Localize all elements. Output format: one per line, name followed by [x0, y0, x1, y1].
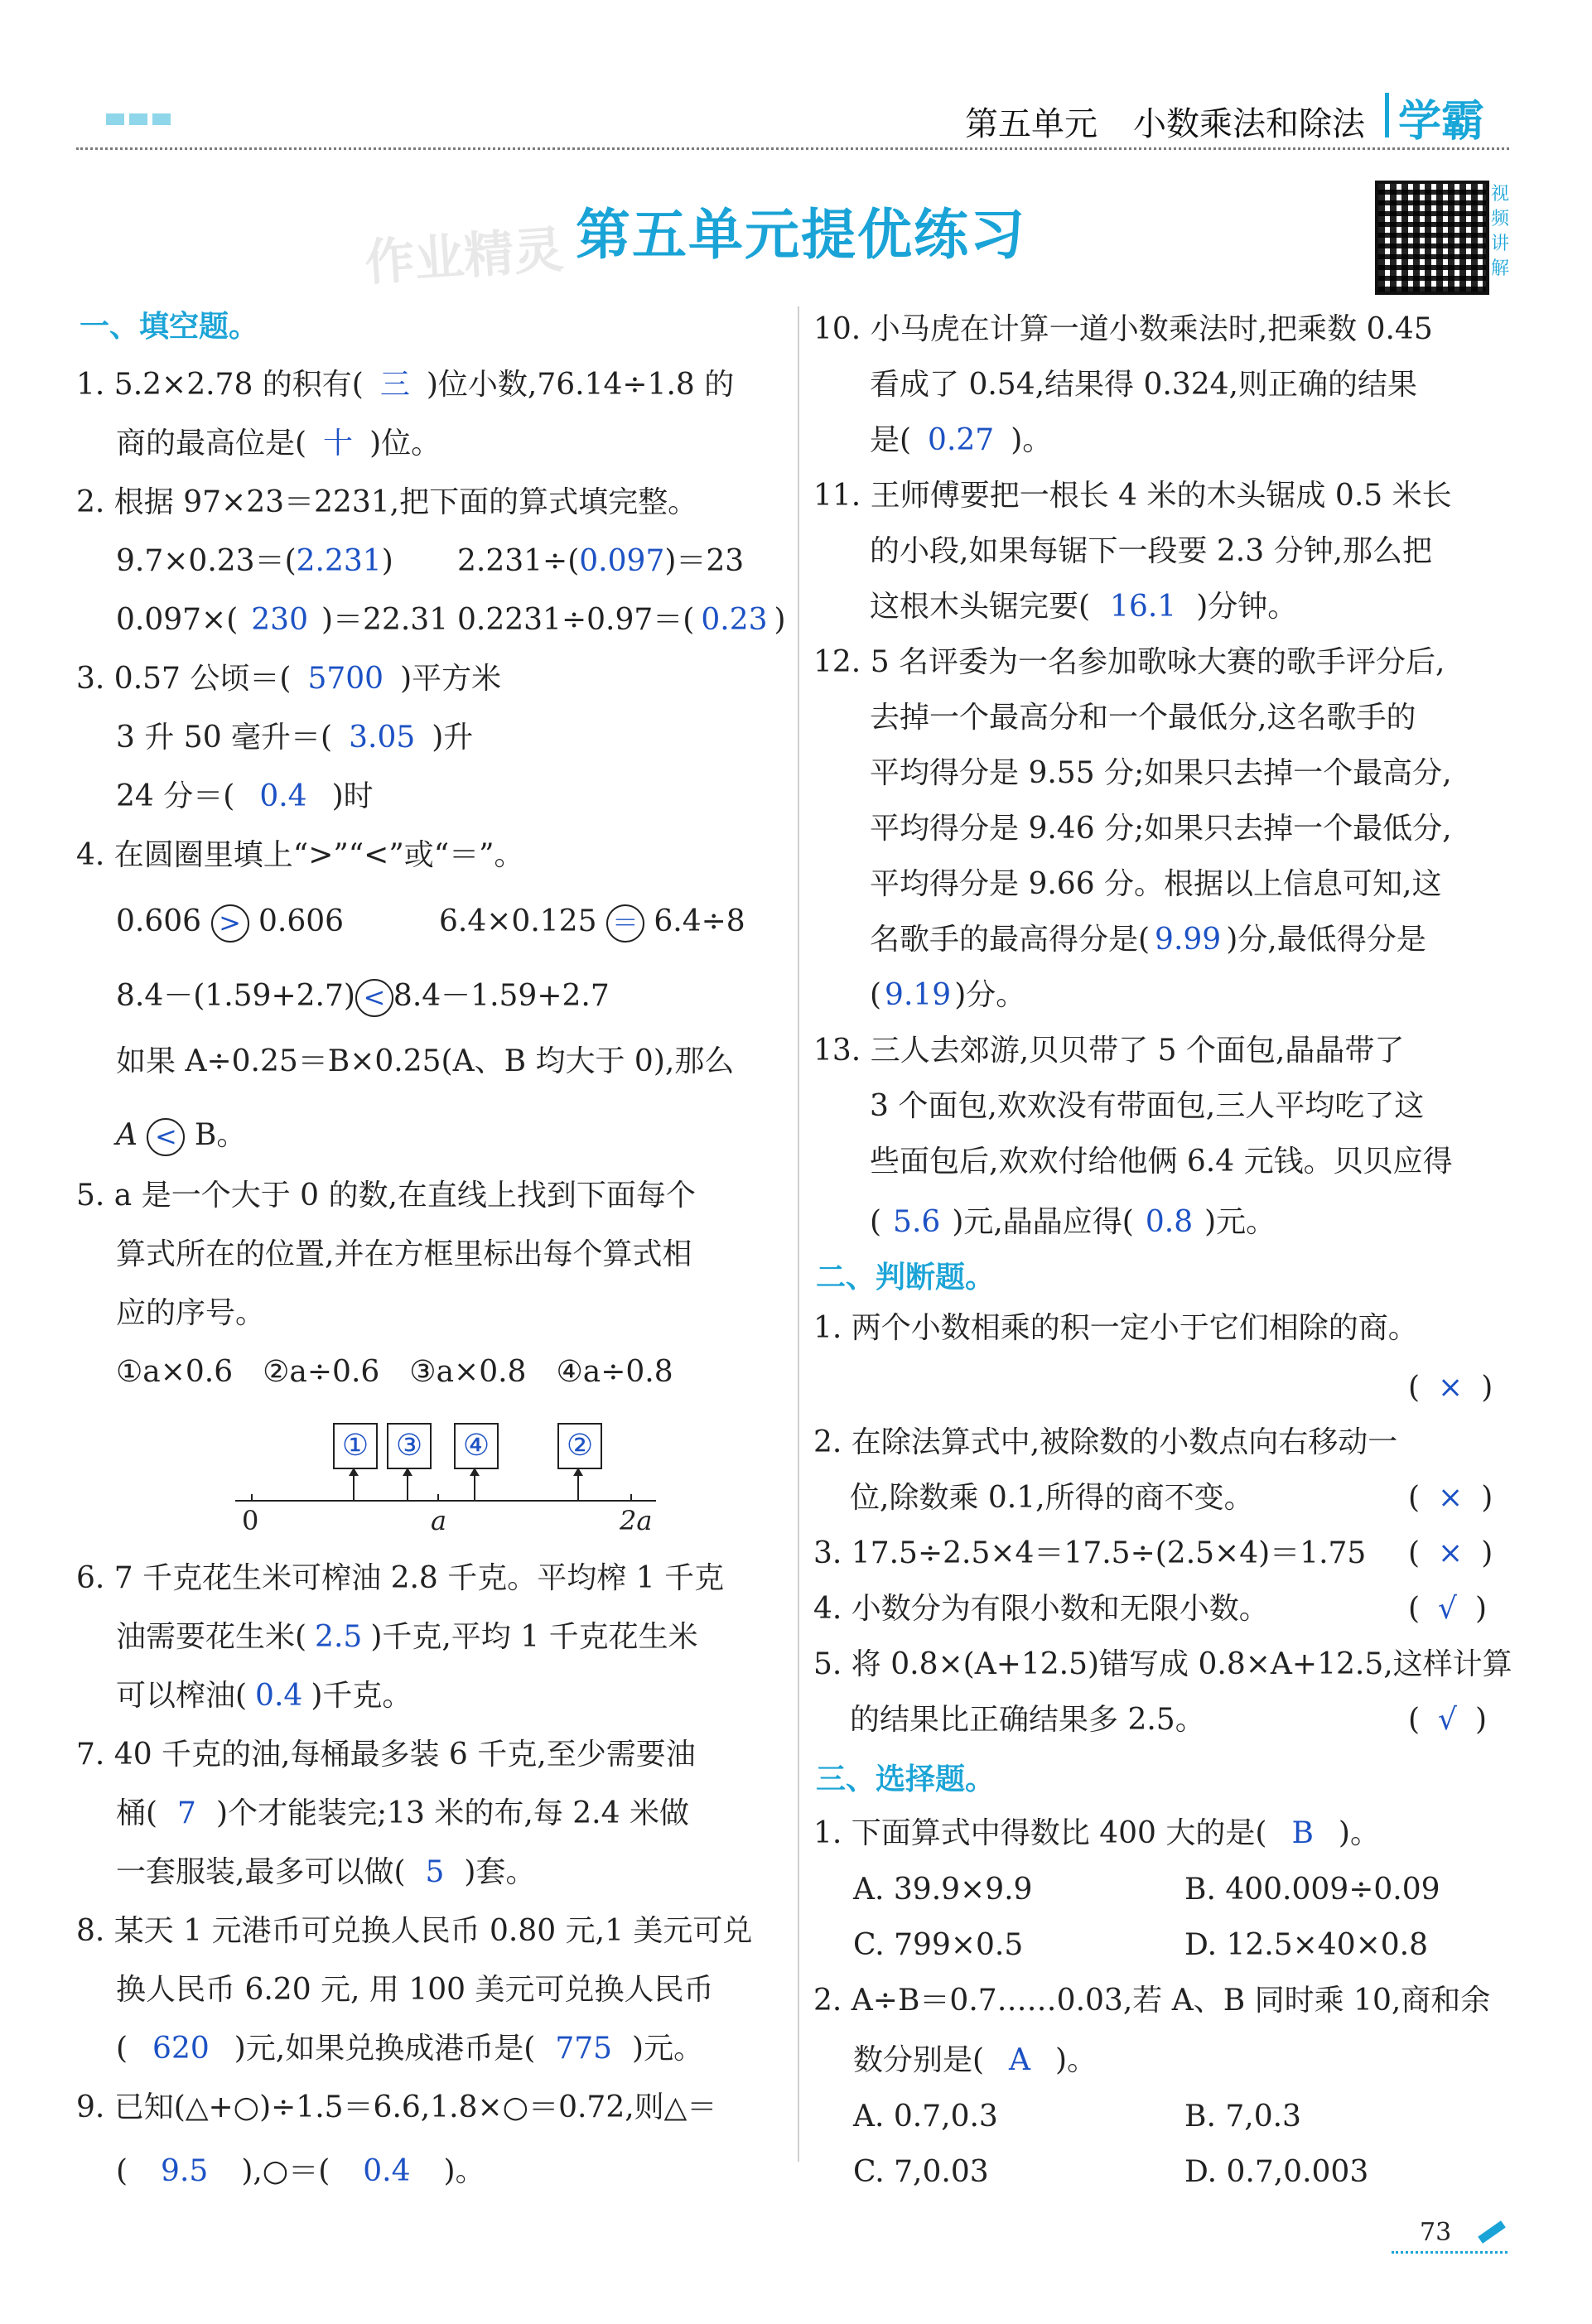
- q11-line2: 的小段,如果每锯下一段要 2.3 分钟,那么把: [870, 534, 1433, 568]
- q1-line1: 1. 5.2×2.78 的积有( 三 )位小数,76.14÷1.8 的: [76, 368, 735, 402]
- choice-2-optA: A. 0.7,0.3: [853, 2100, 998, 2134]
- q7-line2: 桶( 7 )个才能装完;13 米的布,每 2.4 米做: [116, 1796, 689, 1830]
- q2-eq2: 2.231÷(0.097)＝23: [457, 544, 745, 578]
- q1-answer2: 十: [323, 427, 354, 460]
- q7-line3: 一套服装,最多可以做( 5 )套。: [116, 1855, 536, 1889]
- judge-2-line1: 2. 在除法算式中,被除数的小数点向右移动一: [813, 1425, 1398, 1459]
- judge-4-answer: ( √ ): [1408, 1592, 1488, 1626]
- q8-line1: 8. 某天 1 元港币可兑换人民币 0.80 元,1 美元可兑: [76, 1914, 753, 1948]
- judge-3: 3. 17.5÷2.5×4＝17.5÷(2.5×4)＝1.75: [813, 1536, 1367, 1570]
- choice-1-stem: 1. 下面算式中得数比 400 大的是( B )。: [813, 1816, 1380, 1850]
- choice-2-optD: D. 0.7,0.003: [1184, 2155, 1369, 2189]
- number-line: [232, 1466, 663, 1516]
- q3-line3: 24 分＝( 0.4 )时: [116, 779, 374, 813]
- section-judge-title: 二、判断题。: [816, 1261, 996, 1295]
- q11-line3: 这根木头锯完要( 16.1 )分钟。: [870, 590, 1298, 624]
- tick-0: 0: [242, 1505, 259, 1536]
- q12-line3: 平均得分是 9.55 分;如果只去掉一个最高分,: [870, 756, 1452, 790]
- q5-box-1: ①: [333, 1423, 378, 1469]
- judge-2-answer: ( × ): [1408, 1481, 1493, 1515]
- q1-answer1: 三: [379, 368, 410, 402]
- header-topic: 小数乘法和除法: [1133, 105, 1365, 143]
- pencil-icon: [1478, 2220, 1506, 2244]
- qr-label: 视频讲解: [1491, 184, 1510, 279]
- q12-line6: 名歌手的最高得分是( 9.99 )分,最低得分是: [870, 923, 1426, 957]
- header-unit: 第五单元: [965, 105, 1098, 143]
- header-rule: [76, 147, 1509, 150]
- q5-line3: 应的序号。: [116, 1296, 266, 1330]
- judge-1: 1. 两个小数相乘的积一定小于它们相除的商。: [813, 1311, 1418, 1345]
- q10-line1: 10. 小马虎在计算一道小数乘法时,把乘数 0.45: [813, 312, 1433, 346]
- q12-line4: 平均得分是 9.46 分;如果只去掉一个最低分,: [870, 812, 1452, 846]
- q3-line2: 3 升 50 毫升＝( 3.05 )升: [116, 721, 474, 755]
- judge-5-answer: ( √ ): [1408, 1703, 1488, 1737]
- section-fill-title: 一、填空题。: [80, 310, 259, 344]
- q9-line2: ( 9.5 ),○＝( 0.4 )。: [116, 2154, 485, 2188]
- q13-line4: ( 5.6 )元,晶晶应得( 0.8 )元。: [870, 1205, 1276, 1239]
- choice-1-optA: A. 39.9×9.9: [853, 1873, 1033, 1907]
- choice-1-optB: B. 400.009÷0.09: [1184, 1873, 1440, 1907]
- q5-box-3: ④: [454, 1423, 499, 1469]
- q2-eq4: 0.2231÷0.97＝( 0.23 ): [457, 603, 786, 637]
- q12-line2: 去掉一个最高分和一个最低分,这名歌手的: [870, 701, 1416, 735]
- page-number: 73: [1420, 2218, 1452, 2247]
- q2-eq3: 0.097×( 230 )＝22.31: [116, 603, 449, 637]
- q4-compare2: 6.4×0.125 ＝ 6.4÷8: [439, 904, 745, 943]
- choice-2-line1: 2. A÷B＝0.7……0.03,若 A、B 同时乘 10,商和余: [813, 1984, 1491, 2018]
- q4-line4: 如果 A÷0.25＝B×0.25(A、B 均大于 0),那么: [116, 1044, 735, 1078]
- q2-stem: 2. 根据 97×23＝2231,把下面的算式填完整。: [76, 485, 698, 519]
- section-choice-title: 三、选择题。: [816, 1762, 996, 1796]
- q10-line2: 看成了 0.54,结果得 0.324,则正确的结果: [870, 368, 1417, 402]
- q8-line2: 换人民币 6.20 元, 用 100 美元可兑换人民币: [116, 1973, 714, 2007]
- judge-5-line1: 5. 将 0.8×(A+12.5)错写成 0.8×A+12.5,这样计算: [813, 1647, 1512, 1681]
- header-decoration: [106, 113, 176, 128]
- q11-line1: 11. 王师傅要把一根长 4 米的木头锯成 0.5 米长: [813, 479, 1452, 513]
- q10-line3: 是( 0.27 )。: [870, 423, 1053, 457]
- choice-2-optB: B. 7,0.3: [1184, 2100, 1301, 2134]
- watermark: 作业精灵: [363, 220, 566, 293]
- judge-5-line2: 的结果比正确结果多 2.5。: [850, 1703, 1205, 1737]
- tick-2a: 2a: [620, 1505, 653, 1536]
- q5-options: ①a×0.6 ②a÷0.6 ③a×0.8 ④a÷0.8: [116, 1355, 673, 1389]
- q4-compare3: 8.4－(1.59+2.7) < 8.4－1.59+2.7: [116, 979, 610, 1017]
- q12-line7: ( 9.19 )分。: [870, 978, 1026, 1012]
- qr-code[interactable]: [1375, 181, 1489, 295]
- q13-line2: 3 个面包,欢欢没有带面包,三人平均吃了这: [870, 1089, 1425, 1123]
- q6-line2: 油需要花生米( 2.5 )千克,平均 1 千克花生米: [116, 1620, 698, 1654]
- q12-line1: 12. 5 名评委为一名参加歌咏大赛的歌手评分后,: [813, 645, 1445, 679]
- footer-rule: [1392, 2251, 1508, 2254]
- choice-2-line2: 数分别是( A )。: [853, 2043, 1098, 2077]
- judge-3-answer: ( × ): [1408, 1536, 1493, 1570]
- q2-eq1: 9.7×0.23＝(2.231): [116, 544, 393, 578]
- q12-line5: 平均得分是 9.66 分。根据以上信息可知,这: [870, 867, 1442, 901]
- brand-logo: 学霸: [1398, 97, 1485, 147]
- judge-1-answer: ( × ): [1408, 1371, 1493, 1405]
- q4-stem: 4. 在圆圈里填上“>”“<”或“＝”。: [76, 838, 524, 872]
- q9-line1: 9. 已知(△+○)÷1.5＝6.6,1.8×○＝0.72,则△＝: [76, 2090, 717, 2124]
- q6-line1: 6. 7 千克花生米可榨油 2.8 千克。平均榨 1 千克: [76, 1561, 725, 1595]
- choice-2-optC: C. 7,0.03: [853, 2155, 989, 2189]
- q4-compare1: 0.606 > 0.606: [116, 904, 344, 943]
- q5-box-2: ③: [387, 1423, 432, 1469]
- judge-2-line2: 位,除数乘 0.1,所得的商不变。: [850, 1481, 1254, 1515]
- choice-1-optC: C. 799×0.5: [853, 1928, 1024, 1962]
- page-title: 第五单元提优练习: [576, 203, 1026, 267]
- q7-line1: 7. 40 千克的油,每桶最多装 6 千克,至少需要油: [76, 1738, 696, 1772]
- q8-line3: ( 620 )元,如果兑换成港币是( 775 )元。: [116, 2032, 704, 2066]
- column-divider: [798, 306, 799, 2162]
- judge-4: 4. 小数分为有限小数和无限小数。: [813, 1592, 1269, 1626]
- q5-box-4: ②: [557, 1423, 602, 1469]
- q5-line1: 5. a 是一个大于 0 的数,在直线上找到下面每个: [76, 1179, 696, 1213]
- tick-a: a: [431, 1505, 447, 1536]
- q4-line5: A < B。: [116, 1118, 246, 1156]
- choice-1-optD: D. 12.5×40×0.8: [1184, 1928, 1429, 1962]
- q5-line2: 算式所在的位置,并在方框里标出每个算式相: [116, 1237, 692, 1271]
- q3-line1: 3. 0.57 公顷＝( 5700 )平方米: [76, 662, 502, 696]
- brand-divider: [1385, 93, 1389, 137]
- q13-line1: 13. 三人去郊游,贝贝带了 5 个面包,晶晶带了: [813, 1034, 1405, 1068]
- q1-line2: 商的最高位是( 十 )位。: [116, 427, 441, 460]
- q13-line3: 些面包后,欢欢付给他俩 6.4 元钱。贝贝应得: [870, 1145, 1453, 1179]
- q6-line3: 可以榨油( 0.4 )千克。: [116, 1679, 412, 1713]
